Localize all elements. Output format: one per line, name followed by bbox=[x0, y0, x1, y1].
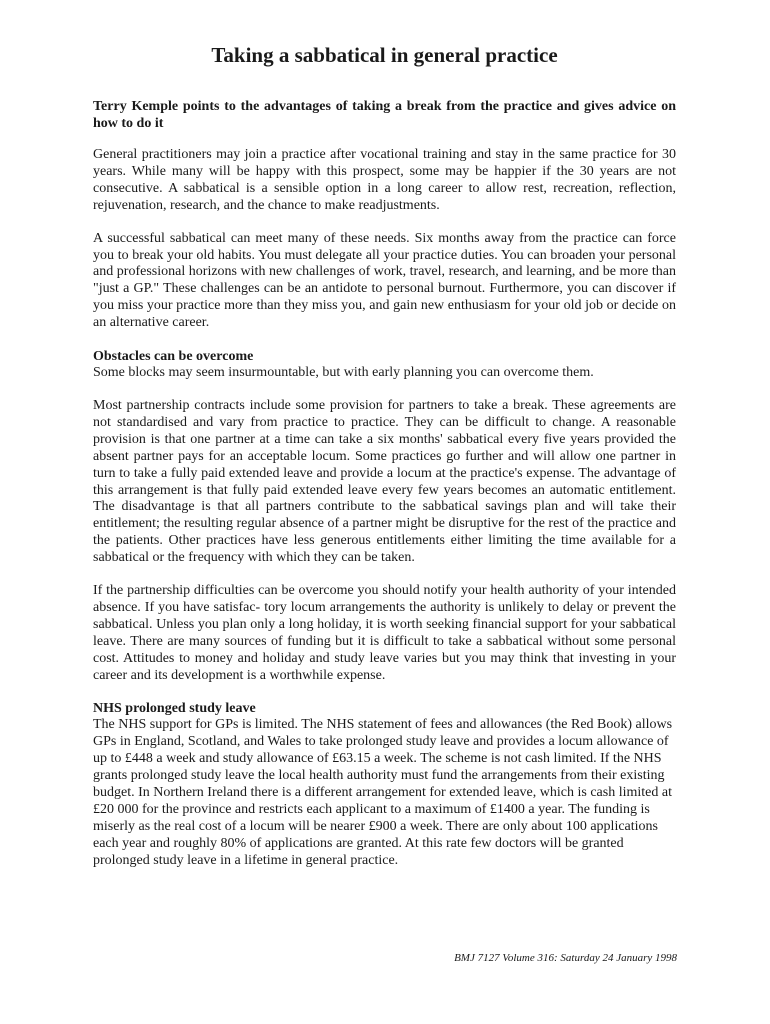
nhs-paragraph: The NHS support for GPs is limited. The NHS statement of fees and allowances (the Red Book) allows GPs in England, Scotland, and Wales to take prolonged study leave and provides a locum allowance of up to £448 a week and study allowance of £63.15 a week. The scheme is not cash limited. If the NHS grants prolonged study leave the local health authority must fund the arrangements from their existing budget. In Northern Ireland there is a different arrangement for extended leave, which is cash limited at £20 000 for the province and restricts each applicant to a maximum of £1400 a year. The funding is miserly as the real cost of a locum will be nearer £900 a week. There are only about 100 applications each year and roughly 80% of applications are granted. At this rate few doctors will be granted prolonged study leave in a lifetime in general practice. bbox=[93, 717, 673, 868]
intro-paragraph-1: General practitioners may join a practice after vocational training and stay in the same practice for 30 years. While many will be happy with this prospect, some may be happier if the 30 years are not consecutive. A sabbatical is a sensible option in a long career to allow rest, recreation, reflection, rejuvenation, research, and the chance to make readjustments. bbox=[93, 147, 676, 213]
article-title: Taking a sabbatical in general practice bbox=[211, 43, 558, 67]
article bbox=[93, 40, 676, 870]
journal-footer: BMJ 7127 Volume 316: Saturday 24 January 1998 bbox=[454, 952, 677, 964]
section-heading-obstacles: Obstacles can be overcome bbox=[93, 349, 254, 365]
intro-paragraph-2: A successful sabbatical can meet many of these needs. Six months away from the practice can force you to break your old habits. You must delegate all your practice duties. You can broaden your personal and professional horizons with new challenges of work, travel, research, and learning, and be more than "just a GP." These challenges can be an antidote to personal burnout. Furthermore, you can discover if you miss your practice more than they miss you, and gain new enthusiasm for your old job or decide on an alternative career. bbox=[93, 230, 676, 331]
obstacles-paragraph-3: If the partnership difficulties can be overcome you should notify your health authority of your intended absence. If you have satisfac- tory locum arrangements the authority is unlikely to delay or prevent the sabbatical. Unless you plan only a long holiday, it is worth seeking financial support for your sabbatical leave. There are many sources of funding but it is difficult to take a sabbatical without some personal cost. Attitudes to money and holiday and study leave varies but you may think that investing in your career and its development is a worthwhile expense. bbox=[93, 583, 676, 683]
section-heading-nhs: NHS prolonged study leave bbox=[93, 701, 256, 717]
obstacles-paragraph-1: Some blocks may seem insurmountable, but with early planning you can overcome them. bbox=[93, 365, 594, 381]
standfirst: Terry Kemple points to the advantages of taking a break from the practice and gives advice on how to do it bbox=[93, 99, 676, 131]
obstacles-paragraph-2: Most partnership contracts include some provision for partners to take a break. These agreements are not standardised and vary from practice to practice. They can be difficult to change. A reasonable provision is that one partner at a time can take a six months' sabbatical every five years provided the absent partner pays for an acceptable locum. Some practices go further and will allow one partner in turn to take a fully paid extended leave and provide a locum at the practice's expense. The advantage of this arrangement is that fully paid extended leave every few years becomes an automatic entitlement. The disadvantage is that all partners contribute to the sabbatical savings plan and will take their entitlement; the resulting regular absence of a partner might be disruptive for the rest of the practice and the patients. Other practices have less generous entitlements either limiting the time available for a sabbatical or the frequency with which they can be taken. bbox=[93, 397, 676, 566]
